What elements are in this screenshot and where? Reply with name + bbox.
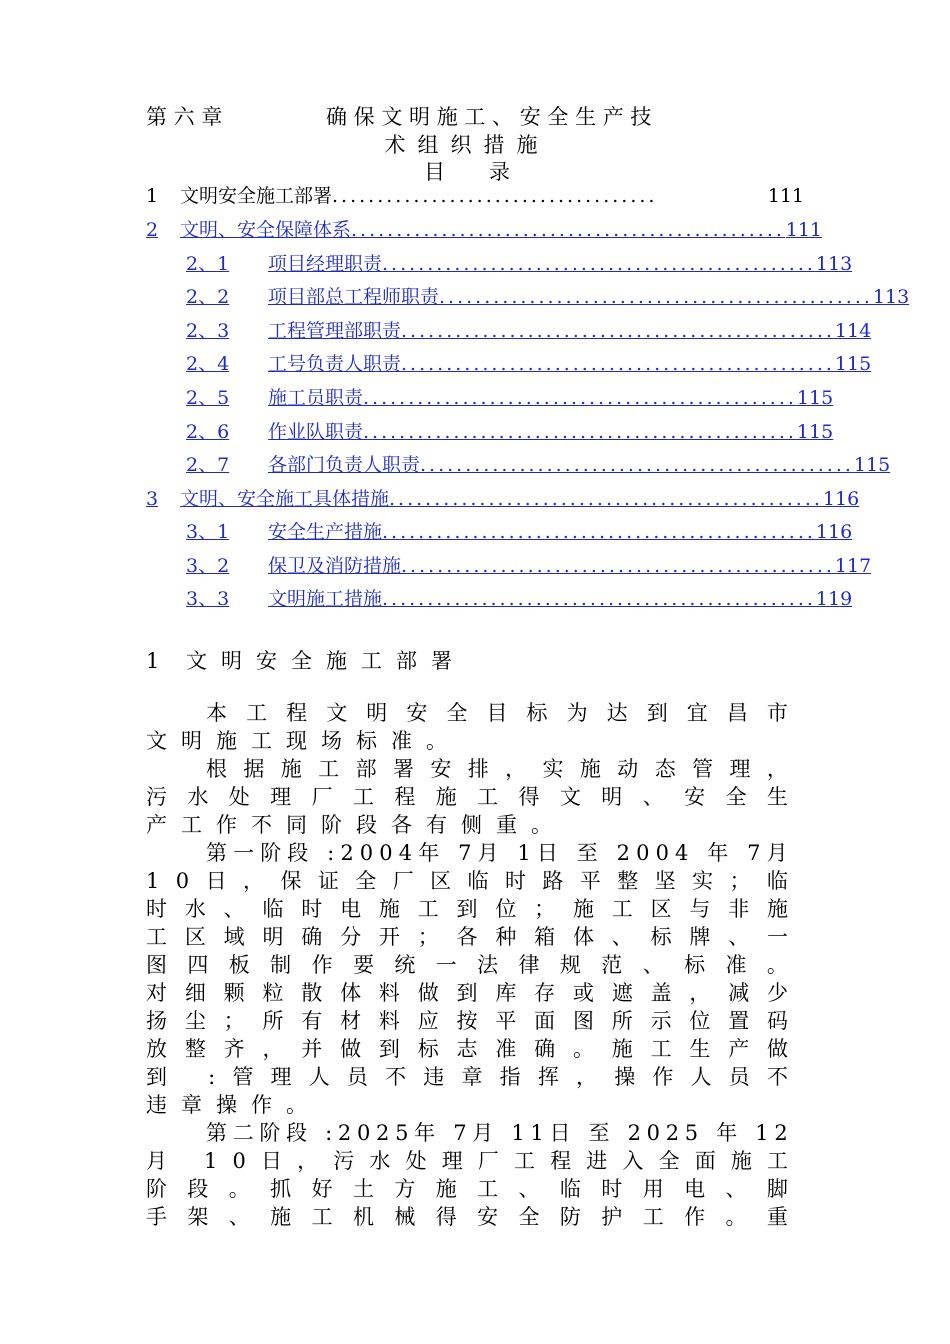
section-heading bbox=[146, 648, 466, 674]
paragraph-line: 文明施工现场标准。 bbox=[146, 729, 461, 753]
section-title: 文明安全施工部署 bbox=[186, 649, 466, 673]
toc-entry-page: 114 bbox=[834, 320, 872, 342]
toc-entry-2[interactable] bbox=[146, 217, 822, 243]
paragraph-line: 产工作不同阶段各有侧重。 bbox=[146, 813, 566, 837]
toc-entry-number: 1 bbox=[146, 185, 159, 207]
paragraph-line: 对 细 颗 粒 散 体 料 做 到 库 存 或 遮 盖 ， 减 少 bbox=[146, 981, 788, 1005]
toc-entry-text: 文明施工措施 bbox=[268, 588, 383, 610]
toc-entry-2-6[interactable] bbox=[186, 419, 834, 445]
toc-leader-dots: ................................................ bbox=[389, 488, 823, 510]
toc-entry-2-1[interactable] bbox=[186, 251, 853, 277]
toc-entry-page: 115 bbox=[853, 454, 891, 476]
toc-heading: 目录 bbox=[424, 160, 554, 184]
toc-entry-page: 119 bbox=[815, 588, 853, 610]
toc-entry-number: 2、5 bbox=[186, 387, 230, 409]
toc-entry-number: 3、2 bbox=[186, 555, 230, 577]
toc-entry-page: 116 bbox=[815, 521, 853, 543]
toc-entry-text: 各部门负责人职责 bbox=[268, 454, 421, 476]
toc-entry-number: 2、4 bbox=[186, 353, 230, 375]
toc-leader-dots: ................................................ bbox=[363, 387, 797, 409]
toc-entry-page: 117 bbox=[834, 555, 872, 577]
paragraph-line: 手 架 、 施 工 机 械 得 安 全 防 护 工 作 。 重 bbox=[146, 1205, 788, 1229]
toc-entry-number: 3 bbox=[146, 488, 159, 510]
toc-entry-text: 保卫及消防措施 bbox=[268, 555, 402, 577]
paragraph-line: 阶 段 。 抓 好 土 方 施 工 、 临 时 用 电 、 脚 bbox=[146, 1177, 788, 1201]
toc-entry-3-1[interactable] bbox=[186, 519, 853, 545]
toc-entry-number: 2、2 bbox=[186, 286, 230, 308]
toc-entry-text: 文明、安全保障体系 bbox=[180, 219, 352, 241]
chapter-number: 第 六 章 bbox=[146, 105, 223, 129]
paragraph-line: 根 据 施 工 部 署 安 排 ， 实 施 动 态 管 理 ， bbox=[206, 757, 788, 781]
paragraph-line: 月 1 0 日 ， 污 水 处 理 厂 工 程 进 入 全 面 施 工 bbox=[146, 1149, 788, 1173]
toc-leader-dots: ................................................ bbox=[420, 454, 854, 476]
toc-entry-2-5[interactable] bbox=[186, 385, 834, 411]
toc-entry-2-3[interactable] bbox=[186, 318, 872, 344]
body-text bbox=[146, 699, 788, 1231]
toc-entry-page: 115 bbox=[796, 387, 834, 409]
paragraph-line: 扬 尘 ； 所 有 材 料 应 按 平 面 图 所 示 位 置 码 bbox=[146, 1009, 788, 1033]
toc-entry-number: 3、1 bbox=[186, 521, 230, 543]
toc-leader-dots: ................................................ bbox=[351, 219, 785, 241]
toc-entry-page: 113 bbox=[872, 286, 910, 308]
toc-entry-text: 项目部总工程师职责 bbox=[268, 286, 440, 308]
paragraph-line: 1 0 日 ， 保 证 全 厂 区 临 时 路 平 整 坚 实 ； 临 bbox=[146, 869, 788, 893]
chapter-title-line-2: 术组织措施 bbox=[384, 133, 550, 157]
toc-entry-number: 2、7 bbox=[186, 454, 230, 476]
toc-leader-dots: ................................................ bbox=[382, 588, 816, 610]
paragraph-line: 放 整 齐 ， 并 做 到 标 志 准 确 。 施 工 生 产 做 bbox=[146, 1037, 788, 1061]
toc-entry-text: 作业队职责 bbox=[268, 421, 364, 443]
toc-entry-text: 工号负责人职责 bbox=[268, 353, 402, 375]
toc-entry-page: 111 bbox=[785, 219, 822, 241]
toc-leader-dots: ................................................ bbox=[382, 253, 816, 275]
toc-entry-number: 3、3 bbox=[186, 588, 230, 610]
paragraph-line: 第 一 阶 段 : 2 0 0 4 年 7 月 1 日 至 2 0 0 4 年 7 月 bbox=[206, 841, 788, 865]
toc-entry-page: 116 bbox=[822, 488, 860, 510]
toc-entry-number: 2、1 bbox=[186, 253, 230, 275]
toc-leader-dots: ................................................ bbox=[401, 320, 835, 342]
paragraph-line: 工 区 域 明 确 分 开 ； 各 种 箱 体 、 标 牌 、 一 bbox=[146, 925, 788, 949]
paragraph-line: 时 水 、 临 时 电 施 工 到 位 ； 施 工 区 与 非 施 bbox=[146, 897, 788, 921]
toc-entry-3-3[interactable] bbox=[186, 586, 853, 612]
toc-entry-3[interactable] bbox=[146, 486, 860, 512]
toc-entry-2-7[interactable] bbox=[186, 452, 891, 478]
toc-entry-text: 文明、安全施工具体措施 bbox=[180, 488, 390, 510]
toc-entry-2-4[interactable] bbox=[186, 351, 872, 377]
toc-entry-text: 安全生产措施 bbox=[268, 521, 383, 543]
paragraph-line: 第 二 阶 段 : 2 0 2 5 年 7 月 1 1 日 至 2 0 2 5 年 1 2 bbox=[206, 1121, 788, 1145]
toc-leader-dots: ................................................ bbox=[401, 353, 835, 375]
paragraph-line: 到 : 管 理 人 员 不 违 章 指 挥 ， 操 作 人 员 不 bbox=[146, 1065, 788, 1089]
toc-entry-text: 文明安全施工部署 bbox=[180, 185, 333, 207]
toc-entry-page: 115 bbox=[796, 421, 834, 443]
toc-entry-text: 工程管理部职责 bbox=[268, 320, 402, 342]
toc-entry-2-2[interactable] bbox=[186, 284, 910, 310]
paragraph-line: 图 四 板 制 作 要 统 一 法 律 规 范 、 标 准 。 bbox=[146, 953, 788, 977]
chapter-title-part-1: 确 保 文 明 施 工 、 安 全 生 产 技 bbox=[326, 105, 652, 129]
toc-entry-page: 113 bbox=[815, 253, 853, 275]
paragraph-line: 违章操作。 bbox=[146, 1093, 321, 1117]
toc-entry-text: 施工员职责 bbox=[268, 387, 364, 409]
paragraph-line: 污 水 处 理 厂 工 程 施 工 得 文 明 、 安 全 生 bbox=[146, 785, 788, 809]
toc-leader-dots: ................................................ bbox=[363, 421, 797, 443]
toc-entry-number: 2、6 bbox=[186, 421, 230, 443]
toc-entry-page: 111 bbox=[767, 185, 804, 207]
toc-leader-dots: ................................................ bbox=[439, 286, 873, 308]
toc-entry-number: 2、3 bbox=[186, 320, 230, 342]
chapter-title-line-1 bbox=[146, 104, 788, 130]
toc-entry-1[interactable] bbox=[146, 183, 804, 209]
paragraph-line: 本 工 程 文 明 安 全 目 标 为 达 到 宜 昌 市 bbox=[206, 701, 788, 725]
toc-leader-dots: .................................... bbox=[332, 185, 658, 207]
toc-leader-dots: ................................................ bbox=[382, 521, 816, 543]
section-number: 1 bbox=[146, 649, 160, 673]
toc-entry-page: 115 bbox=[834, 353, 872, 375]
toc-leader-dots: ................................................ bbox=[401, 555, 835, 577]
toc-entry-number: 2 bbox=[146, 219, 159, 241]
toc-entry-text: 项目经理职责 bbox=[268, 253, 383, 275]
toc-entry-3-2[interactable] bbox=[186, 553, 872, 579]
